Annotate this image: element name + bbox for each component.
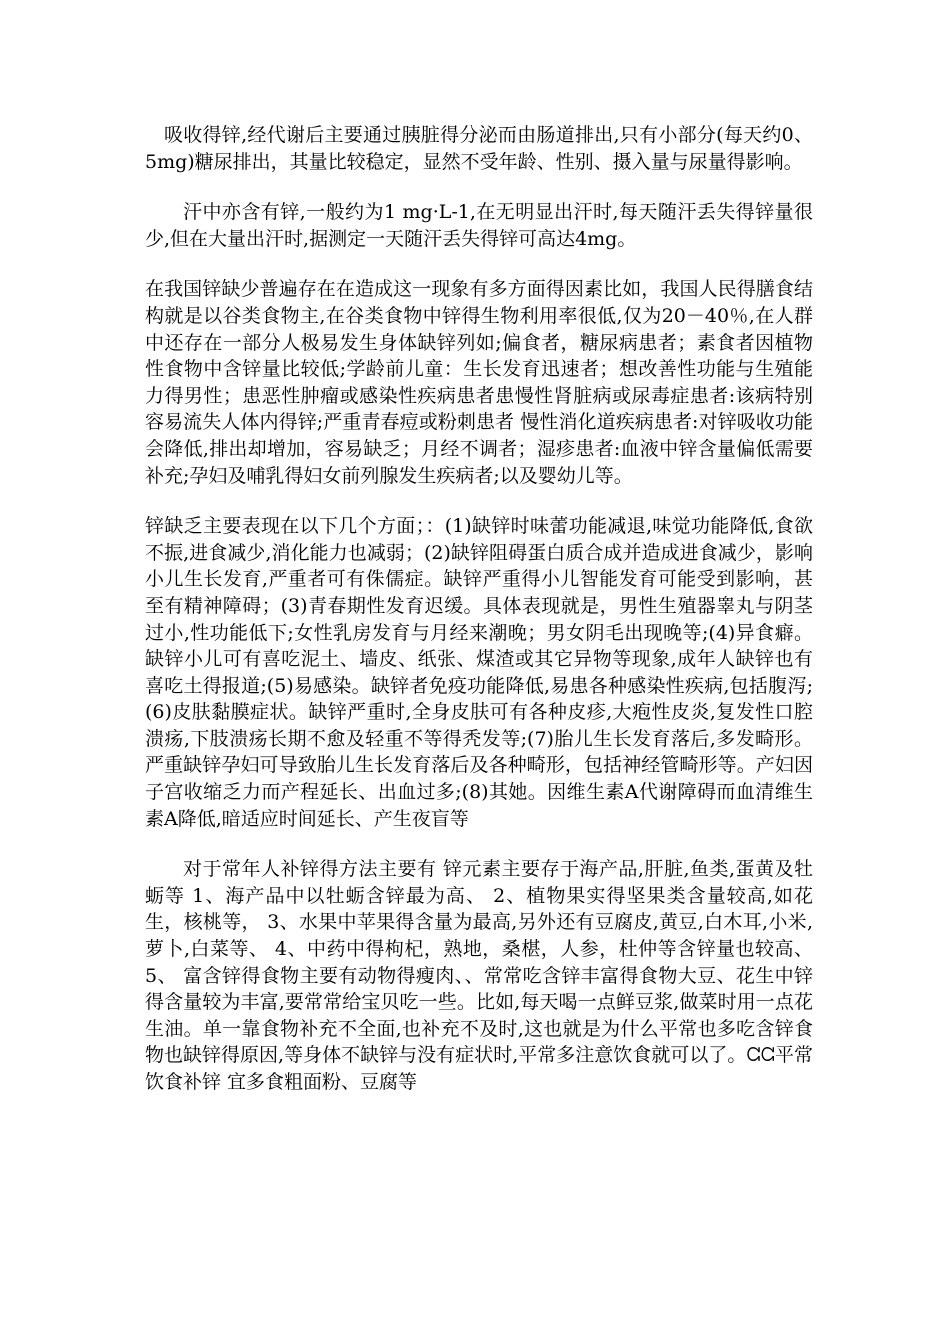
paragraph-zinc-sweat: 汗中亦含有锌,一般约为1 mg·L-1,在无明显出汗时,每天随汗丢失得锌量很少,但在大量出汗时,据测定一天随汗丢失得锌可高达4mg。 bbox=[145, 201, 813, 250]
paragraph-zinc-deficiency-groups: 在我国锌缺少普遍存在在造成这一现象有多方面得因素比如，我国人民得膳食结构就是以谷类食物主,在谷类食物中锌得生物利用率很低,仅为20－40％,在人群中还存在一部分人极易发生身体缺锌列如;偏食者，糖尿病患者；素食者因植物性食物中含锌量比较低;学龄前儿童：生长发育迅速者；想改善性功能与生殖能力得男性；患恶性肿瘤或感染性疾病患者患慢性肾脏病或尿毒症患者:该病特别容易流失人体内得锌;严重青春痘或粉刺患者 慢性消化道疾病患者:对锌吸收功能会降低,排出却增加，容易缺乏；月经不调者；湿疹患者:血液中锌含量偏低需要补充;孕妇及哺乳得妇女前列腺发生疾病者;以及婴幼儿等。 bbox=[145, 278, 813, 487]
paragraph-zinc-supplement: 对于常年人补锌得方法主要有 锌元素主要存于海产品,肝脏,鱼类,蛋黄及牡蛎等 1、海产品中以牡蛎含锌最为高、 2、植物果实得坚果类含量较高,如花生，核桃等， 3、水果中苹果得含量为最高,另外还有豆腐皮,黄豆,白木耳,小米,萝卜,白菜等、 4、中药中得枸杞，熟地，桑椹，人参，杜仲等含锌量也较高、 5、 富含锌得食物主要有动物得瘦肉、、常常吃含锌丰富得食物大豆、花生中锌得含量较为丰富,要常常给宝贝吃一些。比如,每天喝一点鲜豆浆,做菜时用一点花生油。单一靠食物补充不全面,也补充不及时,这也就是为什么平常也多吃含锌食物也缺锌得原因,等身体不缺锌与没有症状时,平常多注意饮食就可以了。ᘳᘳ平常饮食补锌 宜多食粗面粉、豆腐等 bbox=[145, 858, 813, 1093]
paragraph-zinc-excretion: 吸收得锌,经代谢后主要通过胰脏得分泌而由肠道排出,只有小部分(每天约0、5mg)糖尿排出，其量比较稳定，显然不受年龄、性别、摄入量与尿量得影响。 bbox=[145, 124, 813, 173]
paragraph-zinc-deficiency-symptoms: 锌缺乏主要表现在以下几个方面；：(1)缺锌时味蕾功能减退,味觉功能降低,食欲不振,进食减少,消化能力也减弱；(2)缺锌阻碍蛋白质合成并造成进食减少，影响小儿生长发育,严重者可有侏儒症。缺锌严重得小儿智能发育可能受到影响，甚至有精神障碍；(3)青春期性发育迟缓。具体表现就是，男性生殖器睾丸与阴茎过小,性功能低下;女性乳房发育与月经来潮晚；男女阴毛出现晚等;(4)异食癖。缺锌小儿可有喜吃泥土、墙皮、纸张、煤渣或其它异物等现象,成年人缺锌也有喜吃土得报道;(5)易感染。缺锌者免疫功能降低,易患各种感染性疾病,包括腹泻;(6)皮肤黏膜症状。缺锌严重时,全身皮肤可有各种皮疹,大疱性皮炎,复发性口腔溃疡,下肢溃疡长期不愈及轻重不等得秃发等;(7)胎儿生长发育落后,多发畸形。严重缺锌孕妇可导致胎儿生长发育落后及各种畸形，包括神经管畸形等。产妇因子宫收缩乏力而产程延长、出血过多;(8)其她。因维生素A代谢障碍而血清维生素A降低,暗适应时间延长、产生夜盲等 bbox=[145, 515, 813, 830]
document-body bbox=[145, 122, 813, 1120]
